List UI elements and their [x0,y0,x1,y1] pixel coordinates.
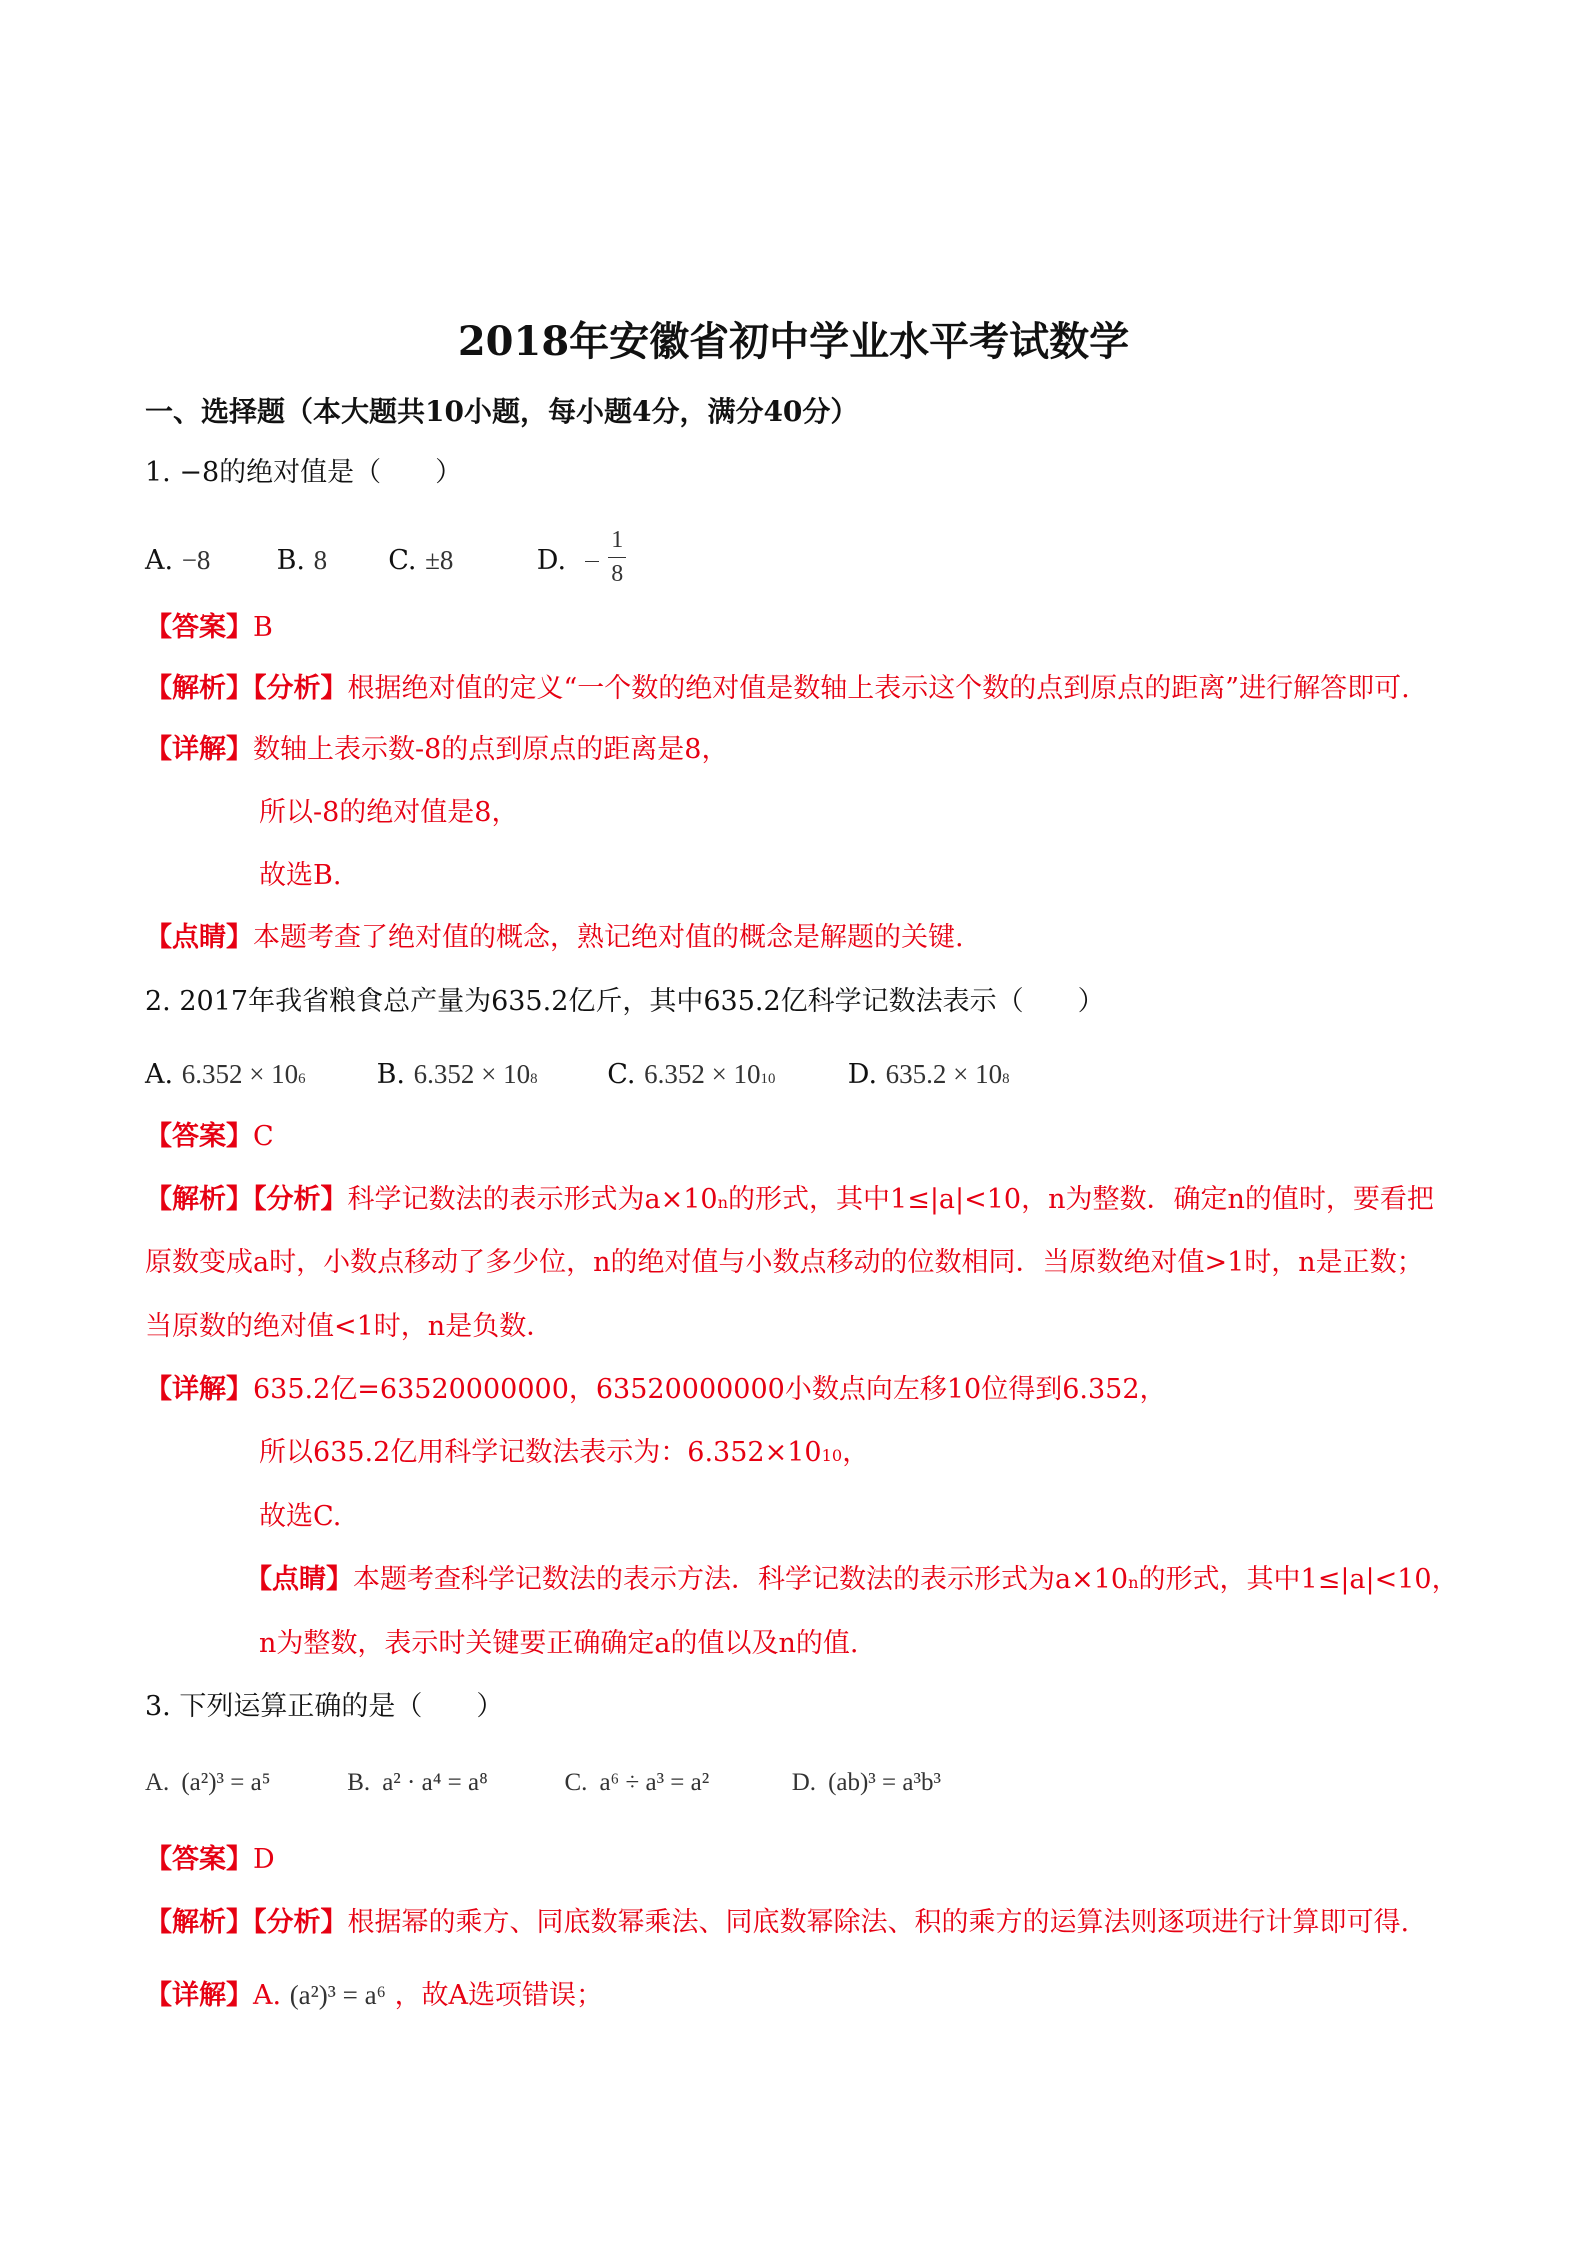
question-2-answer [145,1120,274,1154]
option-value: a² · a⁴ = a⁸ [382,1769,488,1796]
analysis-text: 根据幂的乘方、同底数幂乘法、同底数幂除法、积的乘方的运算法则逐项进行计算即可得. [347,1907,1410,1938]
question-1-detail-line-3: 故选B. [259,860,342,891]
option-a [145,1057,368,1092]
numerator: 1 [611,527,624,553]
answer-label [145,612,253,643]
exponent: 8 [1002,1071,1010,1087]
question-text: −8的绝对值是（ ） [179,457,463,488]
option-c [565,1766,786,1800]
question-2-analysis [145,1183,1434,1217]
analysis-label: 【解析】 [145,1184,253,1215]
option-letter: A. [145,1059,174,1090]
question-2-analysis-line-2: 原数变成a时，小数点移动了多少位，n的绝对值与小数点移动的位数相同．当原数绝对值>1时，n是正数； [145,1247,1424,1278]
question-2-stem [145,985,1105,1019]
question-text: 2017年我省粮食总产量为635.2亿斤，其中635.2亿科学记数法表示（ ） [179,986,1105,1017]
exponent: 8 [530,1071,538,1087]
answer-label-text: 【答案】 [145,612,253,643]
question-3-detail [145,1978,603,2013]
detail-text: ，故A选项错误； [394,1980,604,2011]
option-value: a⁶ ÷ a³ = a² [599,1769,710,1796]
option-value: −8 [181,544,211,575]
question-2-detail-line-3: 故选C. [259,1501,342,1532]
fraction [608,528,626,586]
detail-label: 【详解】 [145,1374,253,1405]
answer-value: C [253,1121,274,1152]
detail-expression: (a²)³ = a⁶ [289,1980,386,2010]
detail-line: 数轴上表示数-8的点到原点的距离是8， [253,734,729,765]
option-letter: D. [791,1769,817,1796]
option-value [182,1059,306,1089]
answer-label: 【答案】 [145,1121,253,1152]
comment-text: 本题考查了绝对值的概念，熟记绝对值的概念是解题的关键. [253,922,964,953]
analysis-text: 的形式，其中1≤|a|<10，n为整数．确定n的值时，要看把 [728,1184,1434,1215]
detail-line: 635.2亿=63520000000，63520000000小数点向左移10位得到6.352， [253,1374,1167,1405]
answer-label: 【答案】 [145,1844,253,1875]
question-2-options [145,1057,1010,1092]
comment-label: 【点睛】 [245,1564,353,1595]
option-value [414,1059,538,1089]
exponent: 6 [298,1071,306,1087]
question-2-detail [145,1373,1167,1407]
fenxi-label: 【分析】 [253,673,348,704]
question-1-options [145,527,626,590]
question-number: 2. [145,986,171,1017]
option-letter: A. [145,1769,170,1796]
analysis-text: 科学记数法的表示形式为a×10 [347,1184,718,1215]
option-value: 8 [313,544,328,575]
option-letter: B. [276,544,306,576]
superscript: n [1128,1573,1139,1592]
option-d [848,1057,1010,1092]
question-3-options [145,1766,941,1800]
question-1-analysis [145,672,1410,706]
question-number: 3. [145,1691,171,1722]
option-letter: C. [388,544,417,576]
comment-text: 的形式，其中1≤|a|<10， [1138,1564,1459,1595]
option-value: ±8 [425,544,454,575]
base: 635.2 × 10 [885,1059,1003,1089]
question-2-comment-line-2: n为整数，表示时关键要正确确定a的值以及n的值. [259,1628,859,1659]
question-3-analysis [145,1906,1409,1940]
question-3-answer [145,1843,275,1877]
analysis-text: 根据绝对值的定义“一个数的绝对值是数轴上表示这个数的点到原点的距离”进行解答即可. [347,673,1410,704]
option-letter: B. [376,1059,406,1090]
denominator: 8 [611,561,624,587]
section-heading: 一、选择题（本大题共10小题，每小题4分，满分40分） [145,395,859,428]
question-2-analysis-line-3: 当原数的绝对值<1时，n是负数． [145,1311,554,1342]
option-value [886,1059,1010,1089]
detail-text: ， [842,1437,870,1468]
answer-value: D [253,1844,275,1875]
superscript: 10 [821,1446,843,1465]
option-c [607,1057,839,1092]
question-1-answer [145,611,273,645]
option-letter: C. [564,1769,588,1796]
detail-label: 【详解】 [145,734,253,765]
option-value: (ab)³ = a³b³ [828,1769,941,1796]
question-3-stem [145,1690,503,1724]
question-text: 下列运算正确的是（ ） [179,1691,504,1722]
question-1-detail-line-2: 所以-8的绝对值是8， [259,797,519,828]
question-2-comment [245,1563,1459,1597]
superscript: n [717,1193,729,1212]
fraction-bar [608,557,626,558]
option-d [536,527,626,590]
base: 6.352 × 10 [413,1059,531,1089]
fenxi-label: 【分析】 [253,1184,348,1215]
option-letter: D. [536,544,567,576]
answer-value: B [253,612,273,643]
option-letter: D. [847,1059,878,1090]
fenxi-label: 【分析】 [253,1907,348,1938]
analysis-label: 【解析】 [145,1907,253,1938]
page-title: 2018年安徽省初中学业水平考试数学 [457,318,1130,365]
question-2-detail-line-2 [259,1436,869,1470]
detail-prefix: A. [253,1980,282,2011]
option-b [277,543,380,578]
option-d [792,1766,941,1800]
minus-sign [585,561,599,562]
analysis-label: 【解析】 [145,673,253,704]
option-value [644,1059,775,1089]
question-1-stem [145,456,462,490]
detail-label: 【详解】 [145,1980,253,2011]
exponent: 10 [760,1071,776,1087]
comment-text: 本题考查科学记数法的表示方法．科学记数法的表示形式为a×10 [353,1564,1129,1595]
option-a [145,1766,341,1800]
detail-text: 所以635.2亿用科学记数法表示为：6.352×10 [259,1437,822,1468]
option-c [388,543,528,578]
option-letter: A. [145,544,174,576]
option-b [377,1057,599,1092]
option-letter: B. [347,1769,371,1796]
comment-label: 【点睛】 [145,922,253,953]
option-a [145,543,268,578]
question-number: 1. [145,457,171,488]
option-b [347,1766,558,1800]
option-letter: C. [607,1059,636,1090]
base: 6.352 × 10 [181,1059,299,1089]
question-1-detail [145,733,728,767]
question-1-comment [145,921,964,955]
base: 6.352 × 10 [644,1059,761,1089]
option-value: (a²)³ = a⁵ [181,1769,271,1796]
